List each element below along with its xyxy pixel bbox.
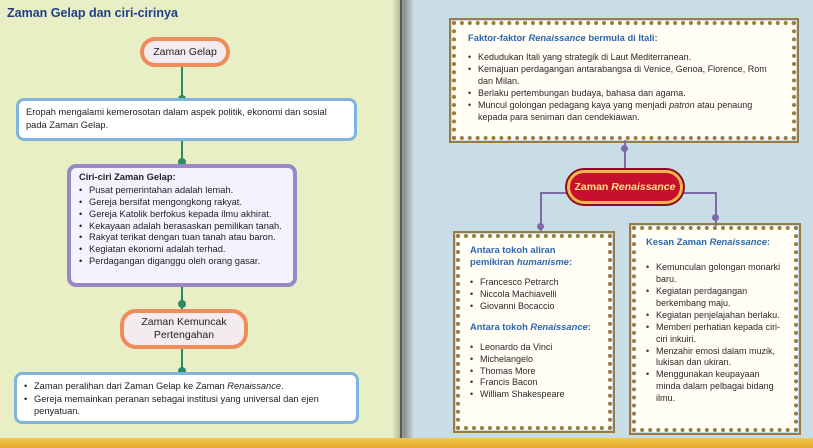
kesan-list: [646, 262, 784, 405]
tokoh-item: • Francesco Petrarch: [470, 277, 598, 289]
kesan-item: • Memberi perhatian kepada ciri-ciri inkuiri.: [646, 322, 784, 346]
kemuncak-item: • Zaman peralihan dari Zaman Gelap ke Zaman Renaissance.: [24, 380, 349, 393]
kemuncak-list: [24, 380, 349, 418]
kemuncak-item: • Gereja memainkan peranan sebagai institusi yang universal dan ejen penyatuan.: [24, 393, 349, 418]
kesan-item: • Menggunakan keupayaan minda dalam pelbagai bidang ilmu.: [646, 369, 784, 405]
tokoh-item: • Michelangelo: [470, 354, 598, 366]
tokoh-item: • Giovanni Bocaccio: [470, 301, 598, 313]
box-eropah-text: Eropah mengalami kemerosotan dalam aspek politik, ekonomi dan sosial pada Zaman Gelap.: [26, 107, 327, 130]
ciri-item: • Kekayaan adalah berasaskan pemilikan tanah.: [79, 221, 285, 233]
node-zaman-kemuncak: [120, 309, 248, 349]
tokoh-item: • Francis Bacon: [470, 377, 598, 389]
faktor-item: • Kedudukan Itali yang strategik di Laut Mediterranean.: [468, 52, 780, 64]
kesan-title: Kesan Zaman Renaissance:: [646, 236, 771, 247]
flow-dot: [621, 145, 628, 152]
flow-dot: [537, 223, 544, 230]
tokoh-humanisme-title: Antara tokoh aliran pemikiran humanisme:: [470, 244, 573, 268]
box-eropah: [16, 98, 357, 141]
box-kemuncak-info: [14, 372, 359, 424]
ciri-heading: Ciri-ciri Zaman Gelap:: [79, 172, 176, 182]
faktor-item: • Kemajuan perdagangan antarabangsa di Venice, Genoa, Florence, Rom dan Milan.: [468, 64, 780, 88]
box-kesan: [632, 226, 798, 432]
kesan-item: • Kegiatan perdagangan berkembang maju.: [646, 286, 784, 310]
flow-connector: [540, 192, 570, 194]
kesan-item: • Kemunculan golongan monarki baru.: [646, 262, 784, 286]
tokoh-renaissance-title: Antara tokoh Renaissance:: [470, 321, 591, 333]
flow-connector: [681, 192, 717, 194]
ciri-list: [79, 185, 285, 268]
kesan-item: • Kegiatan penjelajahan berlaku.: [646, 310, 784, 322]
tokoh-renaissance-list: [470, 342, 598, 401]
node-kemuncak-line1: Zaman Kemuncak: [141, 316, 227, 329]
tokoh-item: • Leonardo da Vinci: [470, 342, 598, 354]
ciri-item: • Kegiatan ekonomi adalah terhad.: [79, 244, 285, 256]
ciri-item: • Rakyat terikat dengan tuan tanah atau baron.: [79, 232, 285, 244]
tokoh-item: • Thomas More: [470, 366, 598, 378]
book-spine: [392, 0, 414, 448]
flow-dot: [712, 214, 719, 221]
node-kemuncak-line2: Pertengahan: [153, 329, 215, 341]
box-faktor-renaissance: [452, 21, 796, 140]
box-ciri-zaman-gelap: [67, 164, 297, 287]
tokoh-item: • William Shakespeare: [470, 389, 598, 401]
tokoh-humanisme-list: [470, 277, 598, 313]
faktor-list: [468, 52, 780, 123]
ciri-item: • Perdagangan diganggu oleh orang gasar.: [79, 256, 285, 268]
node-zaman-gelap-label: Zaman Gelap: [153, 46, 217, 58]
tokoh-item: • Niccola Machiavelli: [470, 289, 598, 301]
box-tokoh: [456, 234, 612, 430]
ciri-item: • Gereja Katolik berfokus kepada ilmu akhirat.: [79, 209, 285, 221]
faktor-item: • Muncul golongan pedagang kaya yang menjadi patron atau penaung kepada para seniman dan cendekiawan.: [468, 100, 780, 124]
node-zaman-gelap: [140, 37, 230, 67]
badge-label: Zaman Renaissance: [574, 181, 676, 193]
bottom-color-band: [0, 438, 813, 448]
faktor-title: Faktor-faktor Renaissance bermula di Itali:: [468, 32, 658, 43]
badge-zaman-renaissance: [567, 170, 683, 204]
faktor-item: • Berlaku pertembungan budaya, bahasa dan agama.: [468, 88, 780, 100]
ciri-item: • Pusat pemerintahan adalah lemah.: [79, 185, 285, 197]
left-page: [0, 0, 400, 448]
ciri-item: • Gereja bersifat mengongkong rakyat.: [79, 197, 285, 209]
flow-dot: [178, 300, 186, 308]
kesan-item: • Menzahir emosi dalam muzik, lukisan dan ukiran.: [646, 346, 784, 370]
page-title: Zaman Gelap dan ciri-cirinya: [7, 6, 178, 20]
flow-connector: [181, 65, 183, 99]
